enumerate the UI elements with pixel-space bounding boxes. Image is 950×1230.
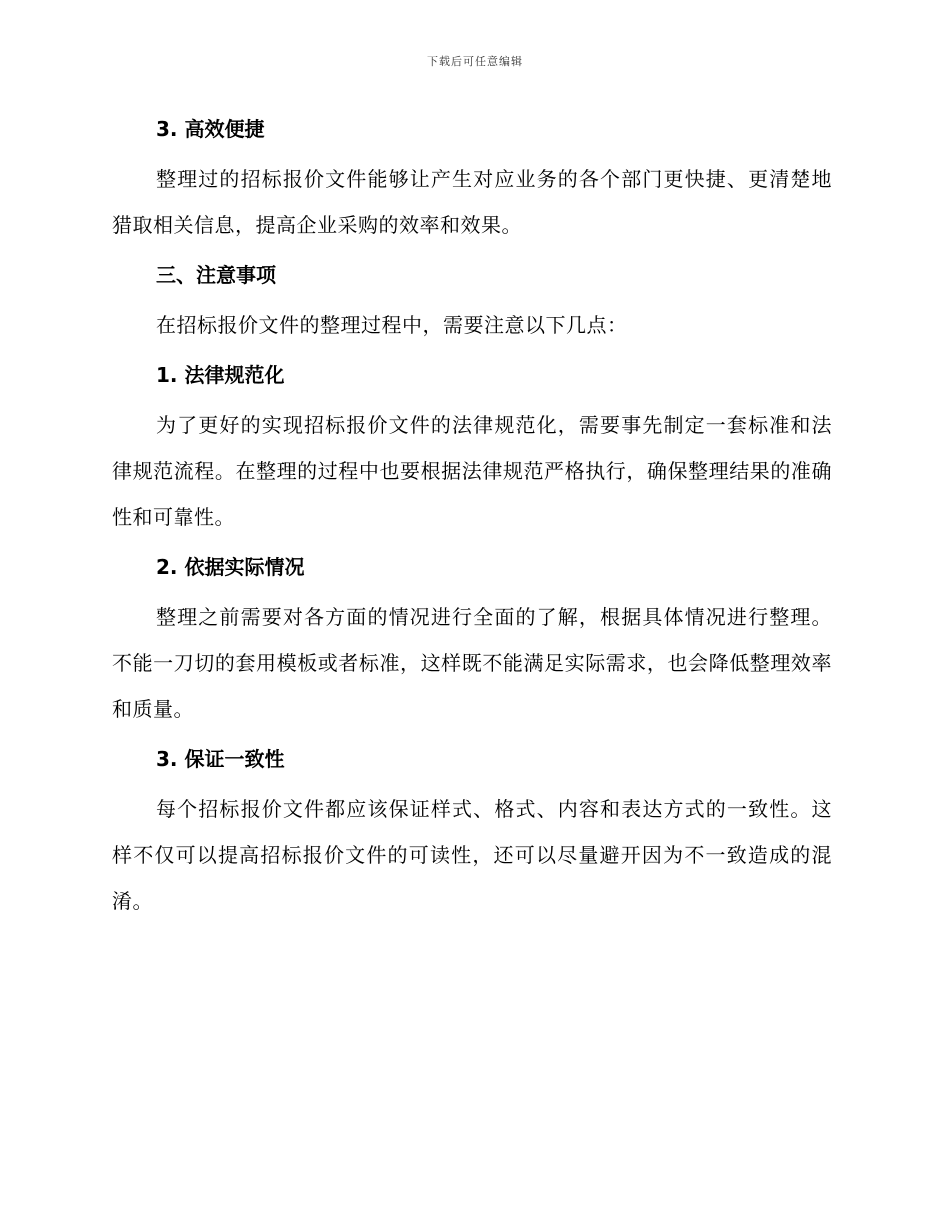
heading-efficiency: 3. 高效便捷 bbox=[156, 117, 265, 141]
paragraph-consistency: 每个招标报价文件都应该保证样式、格式、内容和表达方式的一致性。这样不仅可以提高招标报价文件的可读性，还可以尽量避开因为不一致造成的混淆。 bbox=[112, 797, 832, 913]
heading-consistency: 3. 保证一致性 bbox=[156, 747, 285, 771]
paragraph-actual: 整理之前需要对各方面的情况进行全面的了解，根据具体情况进行整理。不能一刀切的套用模板或者标准，这样既不能满足实际需求，也会降低整理效率和质量。 bbox=[112, 605, 832, 721]
paragraph-notes-intro: 在招标报价文件的整理过程中，需要注意以下几点： bbox=[156, 313, 628, 337]
document-body bbox=[112, 110, 832, 924]
header-note: 下载后可任意编辑 bbox=[427, 55, 523, 68]
paragraph-efficiency: 整理过的招标报价文件能够让产生对应业务的各个部门更快捷、更清楚地猎取相关信息，提高企业采购的效率和效果。 bbox=[112, 167, 832, 237]
heading-legal: 1. 法律规范化 bbox=[156, 363, 285, 387]
heading-actual: 2. 依据实际情况 bbox=[156, 555, 305, 579]
section-heading-notes: 三、注意事项 bbox=[156, 263, 276, 287]
paragraph-legal: 为了更好的实现招标报价文件的法律规范化，需要事先制定一套标准和法律规范流程。在整理的过程中也要根据法律规范严格执行，确保整理结果的准确性和可靠性。 bbox=[112, 413, 832, 529]
